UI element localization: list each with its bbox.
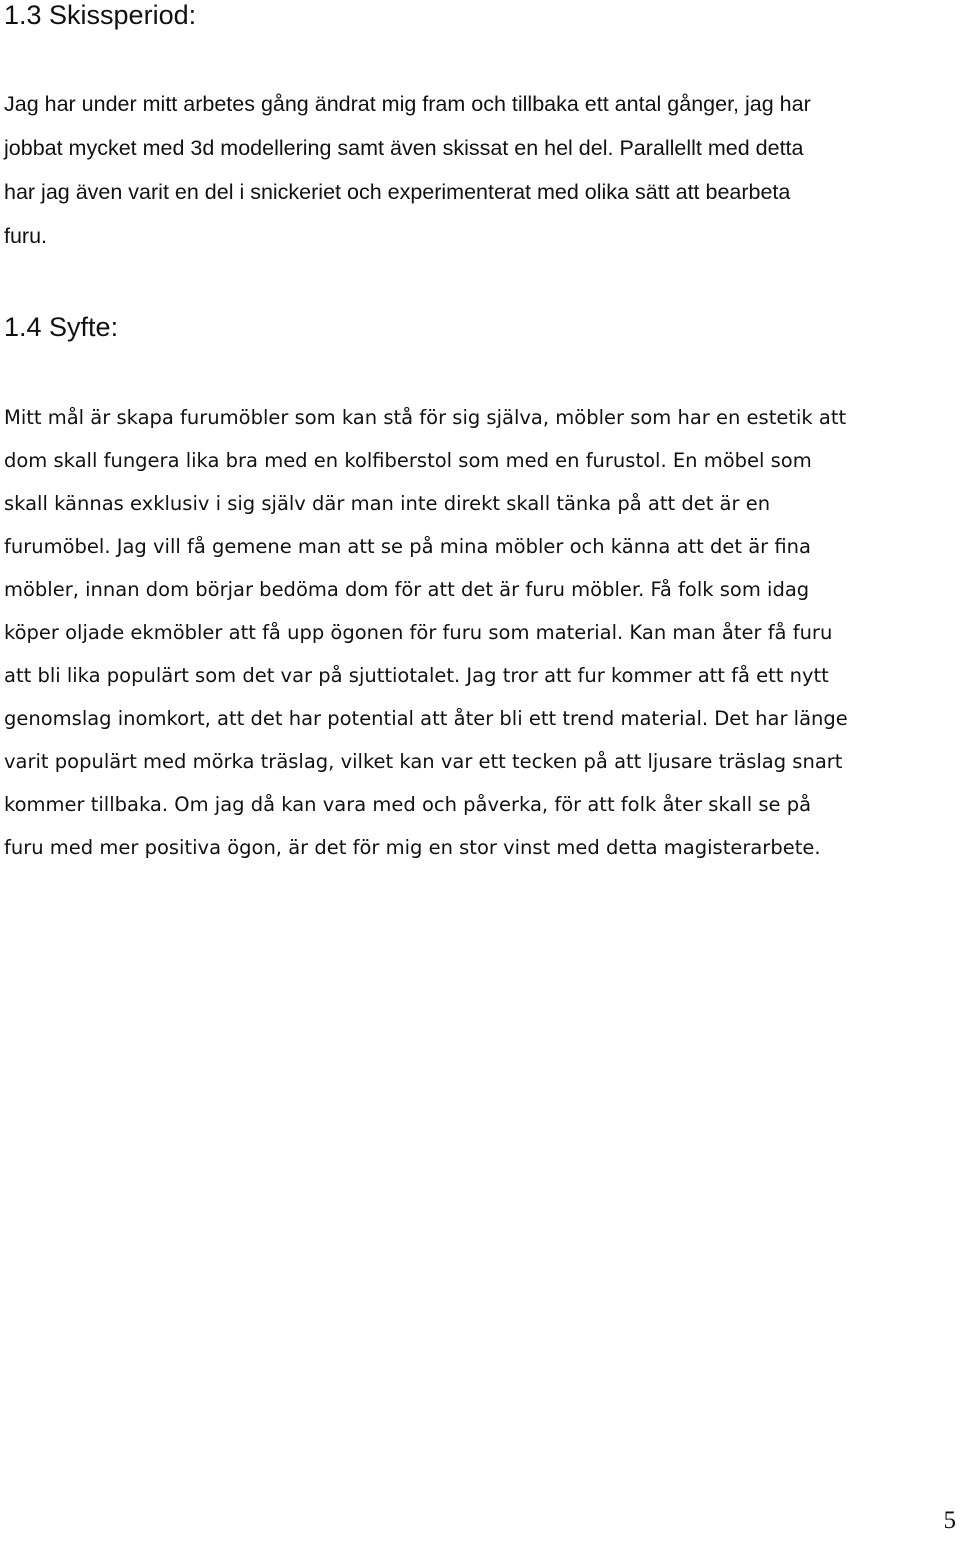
page-number: 5 bbox=[943, 1507, 956, 1534]
text-line: har jag även varit en del i snickeriet och experimenterat med olika sätt att bearbeta bbox=[4, 180, 791, 204]
text-line: furu. bbox=[4, 224, 48, 248]
text-line: furumöbel. Jag vill få gemene man att se på mina möbler och känna att det är fina bbox=[4, 535, 811, 558]
text-line: kommer tillbaka. Om jag då kan vara med och påverka, för att folk åter skall se på bbox=[4, 793, 812, 816]
paragraph-sketch-period bbox=[4, 82, 811, 258]
text-line: köper oljade ekmöbler att få upp ögonen för furu som material. Kan man åter få furu bbox=[4, 621, 833, 644]
text-line: Jag har under mitt arbetes gång ändrat mig fram och tillbaka ett antal gånger, jag har bbox=[4, 92, 811, 116]
text-line: skall kännas exklusiv i sig själv där man inte direkt skall tänka på att det är en bbox=[4, 492, 771, 515]
text-line: att bli lika populärt som det var på sjuttiotalet. Jag tror att fur kommer att få ett nytt bbox=[4, 664, 829, 687]
paragraph-purpose bbox=[4, 396, 848, 869]
text-line: varit populärt med mörka träslag, vilket kan var ett tecken på att ljusare träslag snart bbox=[4, 750, 843, 773]
text-line: jobbat mycket med 3d modellering samt även skissat en hel del. Parallellt med detta bbox=[4, 136, 804, 160]
text-line: möbler, innan dom börjar bedöma dom för att det är furu möbler. Få folk som idag bbox=[4, 578, 810, 601]
text-line: Mitt mål är skapa furumöbler som kan stå för sig själva, möbler som har en estetik att bbox=[4, 406, 847, 429]
section-heading-sketch-period: 1.3 Skissperiod: bbox=[4, 0, 197, 30]
text-line: genomslag inomkort, att det har potential att åter bli ett trend material. Det har länge bbox=[4, 707, 848, 730]
text-line: dom skall fungera lika bra med en kolfiberstol som med en furustol. En möbel som bbox=[4, 449, 812, 472]
text-line: furu med mer positiva ögon, är det för mig en stor vinst med detta magisterarbete. bbox=[4, 836, 821, 859]
section-heading-purpose: 1.4 Syfte: bbox=[4, 312, 119, 342]
